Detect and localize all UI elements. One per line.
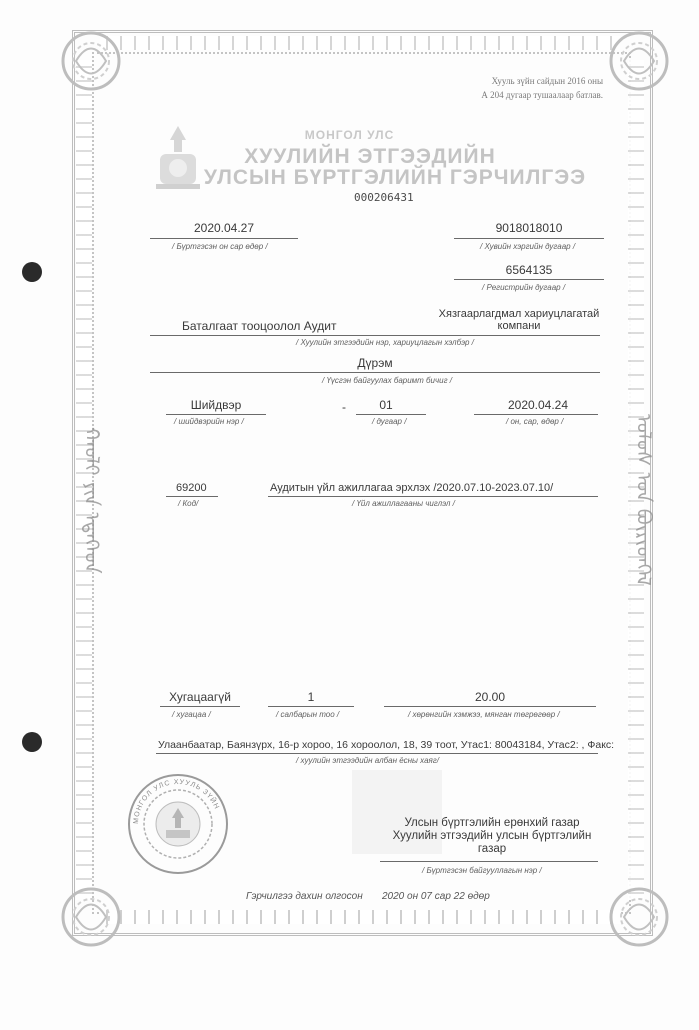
case-number-value: 9018018010 [495,221,563,235]
corner-ornament-bottom-right-icon [604,882,674,952]
address-line [156,753,598,754]
address-label: / хуулийн этгээдийн албан ёсны хаяг/ [296,756,439,765]
founding-document-label: / Үүсгэн байгуулах баримт бичиг / [322,376,452,385]
term-duration-label: / хугацаа / [172,710,211,719]
corner-ornament-top-right-icon [604,26,674,96]
decision-number-value: 01 [379,398,393,412]
serial-number: 000206431 [354,191,414,204]
case-number-line [454,238,604,239]
title-certificate: УЛСЫН БҮРТГЭЛИЙН ГЭРЧИЛГЭЭ [203,166,587,189]
authority-line-2: Хуулийн этгээдийн улсын бүртгэлийн [392,830,592,842]
registration-date-line [150,238,298,239]
decision-date-value: 2020.04.24 [507,398,569,412]
activity-description-value: Аудитын үйл ажиллагаа эрхлэх /2020.07.10-2023.07.10/ [270,482,554,494]
punch-hole-top [22,262,42,282]
entity-name-label: / Хуулийн этгээдийн нэр, хариуцлагын хэлбэр / [296,338,474,347]
authority-line-1: Улсын бүртгэлийн ерөнхий газар [404,817,580,829]
ornament-band-bottom [100,910,620,924]
top-note-line-2: А 204 дугаар тушаалаар батлав. [481,90,603,100]
capital-label: / хөрөнгийн хэмжээ, мянган төгрөгөөр / [408,710,560,719]
branch-count-label: / салбарын тоо / [276,710,340,719]
register-number-line [454,279,604,280]
entity-name-line [150,335,600,336]
authority-line-3: газар [477,843,507,855]
ornament-band-top [100,36,620,50]
title-country: МОНГОЛ УЛС [304,128,395,142]
decision-date-line [474,414,598,415]
entity-form-line-1: Хязгаарлагдмал хариуцлагатай [438,308,600,320]
corner-ornament-top-left-icon [56,26,126,96]
seal-text: МОНГОЛ УЛС ХУУЛЬ ЗҮЙН [132,778,221,825]
branch-count-value: 1 [307,690,315,704]
activity-description-label: / Үйл ажиллагааны чиглэл / [352,499,455,508]
decision-dash: - [342,400,346,414]
case-number-label: / Хувийн хэргийн дугаар / [480,242,576,251]
top-note-line-1: Хууль зүйн сайдын 2016 оны [491,76,603,86]
registration-date-label: / Бүртгэсэн он сар өдөр / [172,242,268,251]
authority-label: / Бүртгэсэн байгууллагын нэр / [422,866,542,875]
register-number-value: 6564135 [505,263,553,277]
decision-name-value: Шийдвэр [190,398,242,412]
corner-ornament-bottom-left-icon [56,882,126,952]
term-duration-line [160,706,240,707]
branch-count-line [268,706,354,707]
term-duration-value: Хугацаагүй [169,690,231,704]
activity-description-line [268,496,598,497]
capital-line [384,706,596,707]
address-value: Улаанбаатар, Баянзүрх, 16-р хороо, 16 хороолол, 18, 39 тоот, Утас1: 80043184, Утас2: , Факс: [158,739,615,751]
reissue-label: Гэрчилгээ дахин олгосон [246,891,363,902]
authority-line [380,861,598,862]
founding-document-value: Дүрэм [357,356,393,370]
entity-name-value: Баталгаат тооцоолол Аудит [182,319,337,333]
activity-code-line [166,496,218,497]
decision-name-label: / шийдвэрийн нэр / [174,417,244,426]
decision-name-line [166,414,266,415]
decision-number-label: / дугаар / [372,417,407,426]
register-number-label: / Регистрийн дугаар / [482,283,566,292]
reissue-date: 2020 он 07 сар 22 өдөр [382,891,490,902]
punch-hole-bottom [22,732,42,752]
margin-script-right: ᠤᠯᠤᠰ ᠤᠨ ᠪᠦᠷᠢᠳᠬᠡᠯ [632,414,656,586]
decision-date-label: / он, сар, өдөр / [506,417,564,426]
founding-document-line [150,372,600,373]
margin-script-left: ᠬᠠᠤᠯᠢ ᠶᠢᠨ ᠡᠲᠡᠭᠡᠳ [80,426,104,574]
official-seal-icon [126,772,230,876]
registration-date-value: 2020.04.27 [193,221,255,235]
entity-form-line-2: компани [497,320,541,332]
decision-number-line [356,414,426,415]
activity-code-value: 69200 [176,482,207,494]
title-entity: ХУУЛИЙН ЭТГЭЭДИЙН [244,145,496,168]
capital-value: 20.00 [474,690,506,704]
activity-code-label: / Код/ [178,499,199,508]
